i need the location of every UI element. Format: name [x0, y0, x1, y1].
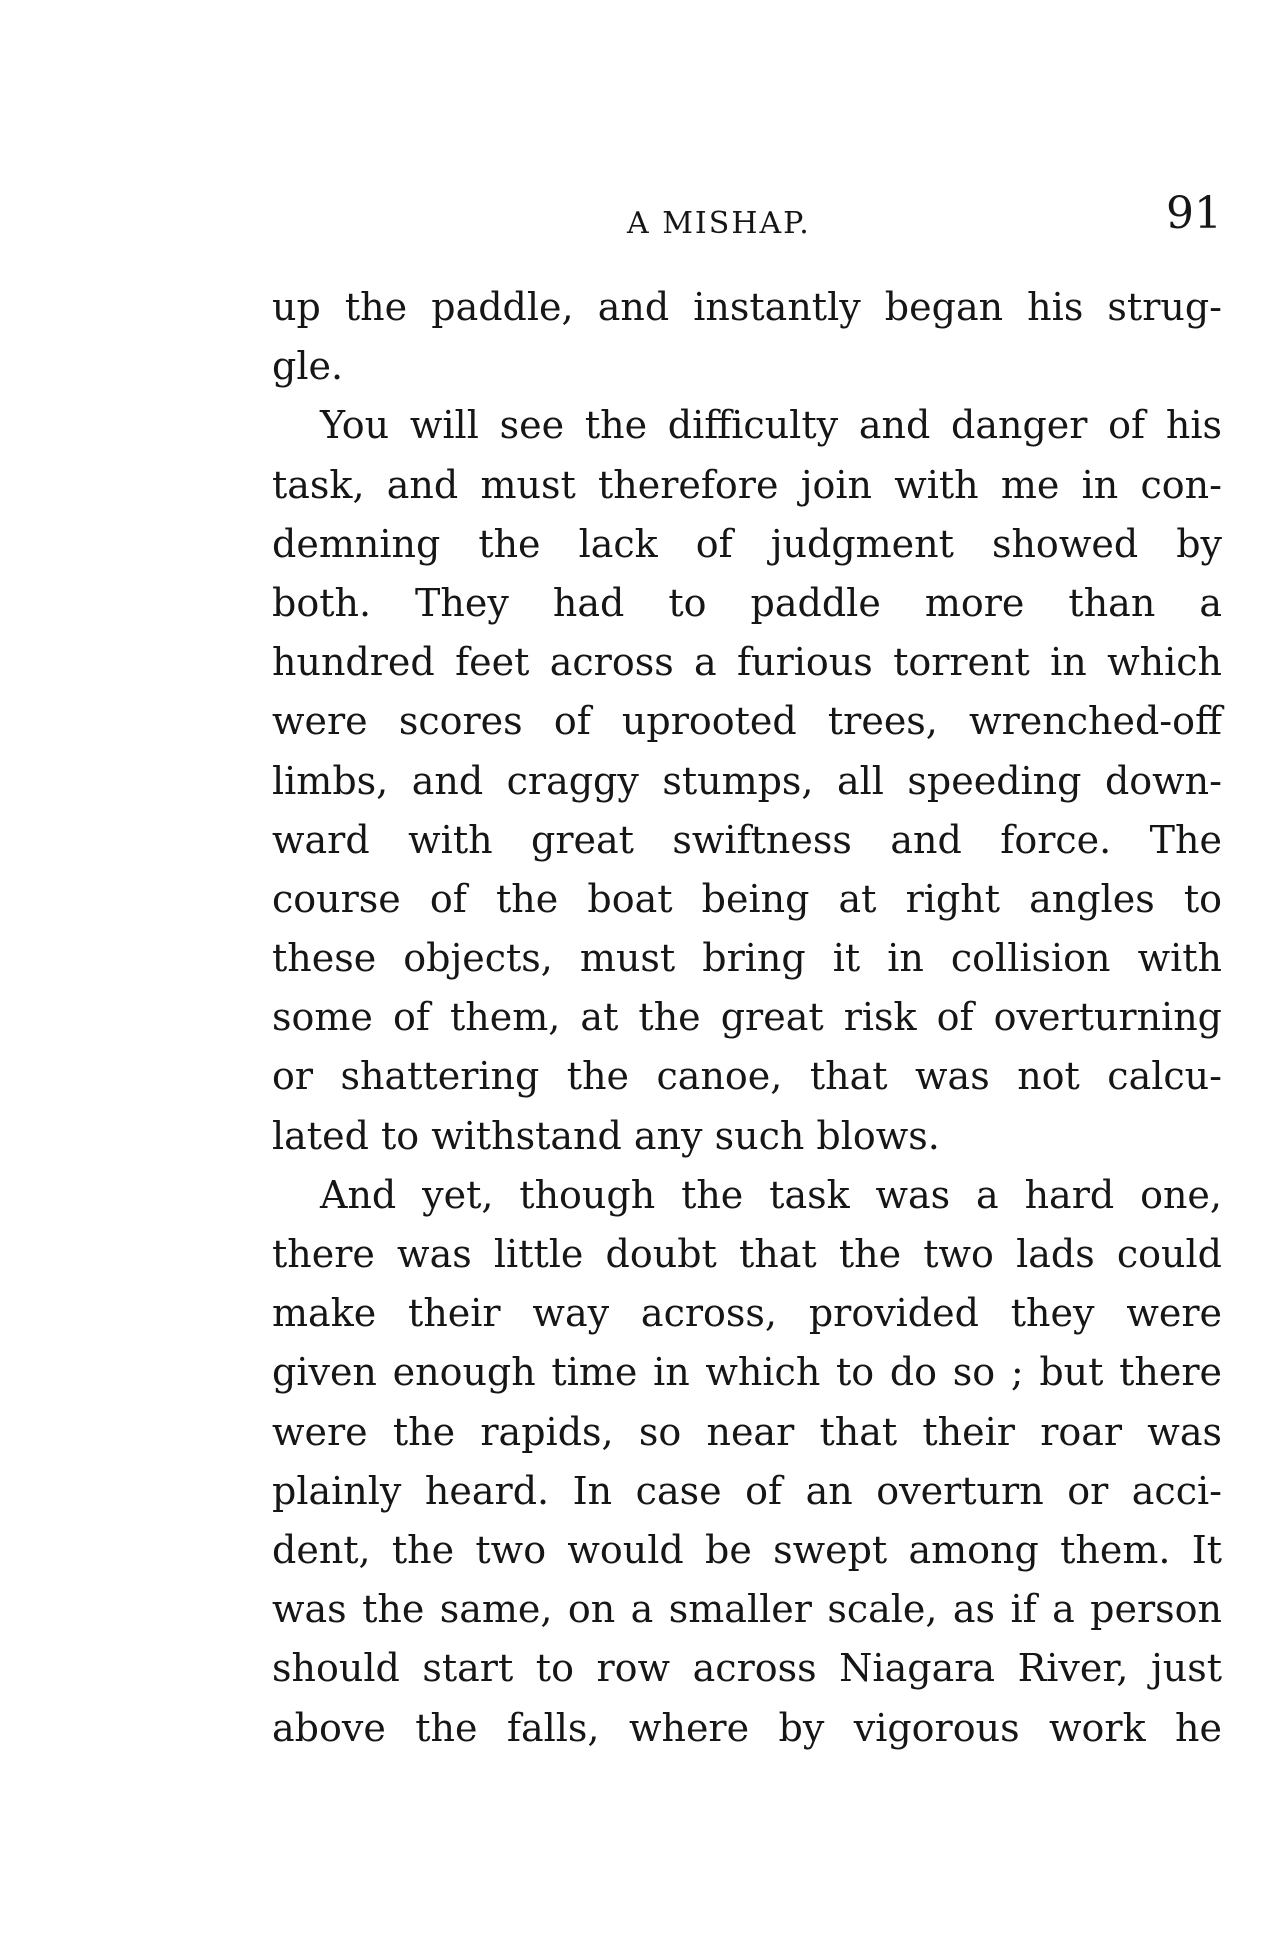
text-line: was the same, on a smaller scale, as if a person: [272, 1587, 1222, 1632]
body-text: [272, 278, 1222, 1758]
running-head: [272, 188, 1222, 248]
text-line: course of the boat being at right angles to: [272, 876, 1222, 921]
text-line: demning the lack of judgment showed by: [272, 521, 1222, 566]
text-line: lated to withstand any such blows.: [272, 1113, 940, 1158]
text-line: above the falls, where by vigorous work he: [272, 1705, 1222, 1750]
text-line: And yet, though the task was a hard one,: [320, 1172, 1222, 1217]
text-line: dent, the two would be swept among them. It: [272, 1527, 1222, 1572]
page-number: 91: [1166, 188, 1222, 239]
text-line: up the paddle, and instantly began his strug-: [272, 285, 1222, 329]
text-line: were the rapids, so near that their roar was: [272, 1409, 1222, 1454]
text-line: or shattering the canoe, that was not calcu-: [272, 1054, 1222, 1099]
text-line: these objects, must bring it in collision with: [272, 936, 1222, 981]
text-line: both. They had to paddle more than a: [272, 580, 1222, 625]
text-line: given enough time in which to do so ; but there: [272, 1350, 1222, 1395]
text-line: plainly heard. In case of an overturn or acci-: [272, 1468, 1222, 1513]
text-line: were scores of uprooted trees, wrenched-off: [272, 699, 1222, 744]
text-line: there was little doubt that the two lads could: [272, 1232, 1222, 1276]
text-line: ward with great swiftness and force. The: [272, 817, 1222, 862]
text-line: You will see the difficulty and danger of his: [320, 403, 1222, 448]
text-line: hundred feet across a furious torrent in which: [272, 640, 1222, 685]
text-line: limbs, and craggy stumps, all speeding down-: [272, 758, 1222, 803]
chapter-title: A MISHAP.: [627, 206, 811, 241]
text-line: task, and must therefore join with me in con-: [272, 462, 1222, 507]
text-line: gle.: [272, 344, 344, 389]
text-line: some of them, at the great risk of overturning: [272, 995, 1222, 1040]
text-line: make their way across, provided they were: [272, 1291, 1222, 1336]
text-line: should start to row across Niagara River, just: [272, 1646, 1222, 1691]
